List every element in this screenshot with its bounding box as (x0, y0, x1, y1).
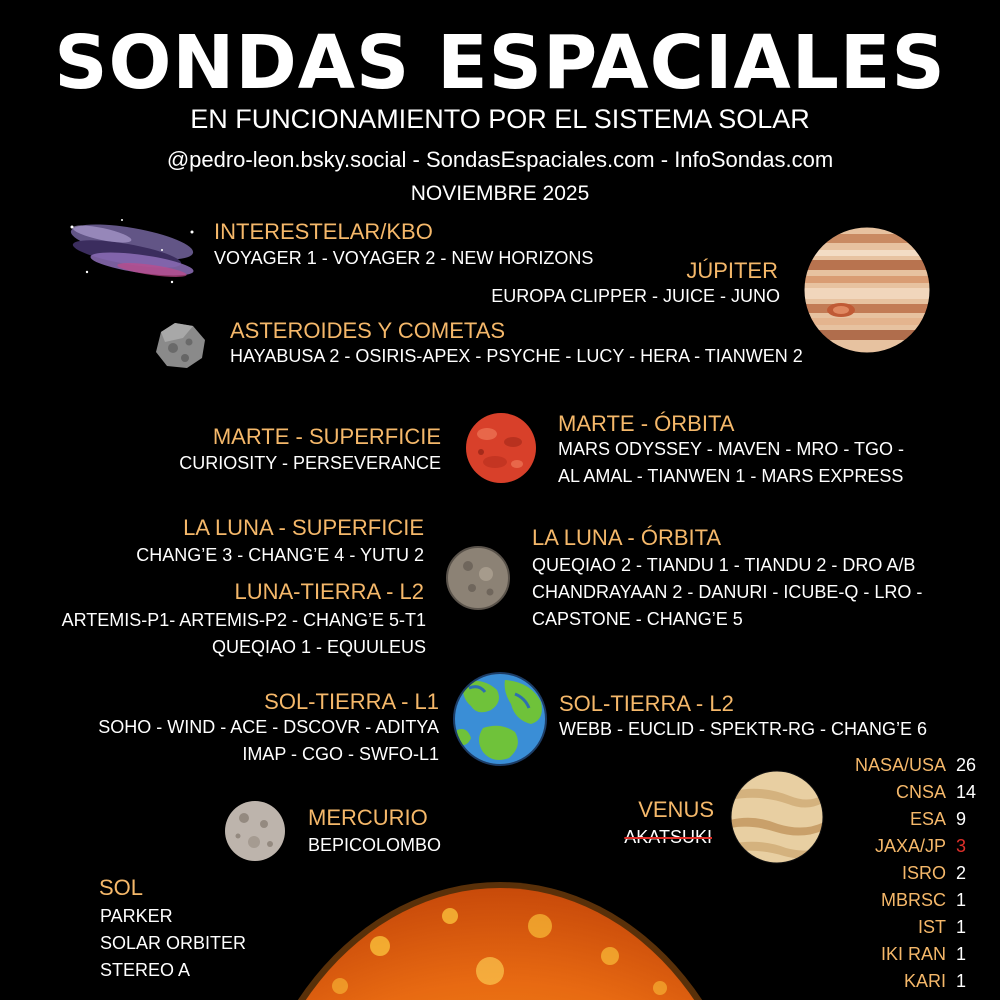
agency-count: 26 (956, 755, 977, 775)
credits-line: @pedro-leon.bsky.social - SondasEspaciales.com - InfoSondas.com (166, 147, 834, 172)
section-title-marte-orbita: MARTE - ÓRBITA (558, 411, 735, 436)
agency-name: MBRSC (880, 890, 946, 910)
section-title-luna-tierra-l2: LUNA-TIERRA - L2 (234, 579, 424, 604)
agency-name: IST (917, 917, 946, 937)
probes-sol-tierra-l1-1: SOHO - WIND - ACE - DSCOVR - ADITYA (98, 717, 439, 737)
probes-marte-superficie: CURIOSITY - PERSEVERANCE (179, 453, 441, 473)
probes-marte-orbita-2: AL AMAL - TIANWEN 1 - MARS EXPRESS (558, 466, 904, 486)
date-label: NOVIEMBRE 2025 (410, 182, 590, 205)
probes-luna-superficie: CHANG’E 3 - CHANG’E 4 - YUTU 2 (136, 545, 424, 565)
section-title-interestelar: INTERESTELAR/KBO (214, 219, 433, 244)
probes-luna-orbita-3: CAPSTONE - CHANG’E 5 (532, 609, 743, 629)
moon-icon (446, 546, 510, 610)
probes-luna-tierra-l2-1: ARTEMIS-P1- ARTEMIS-P2 - CHANG’E 5-T1 (61, 610, 426, 630)
probes-sol-tierra-l1-2: IMAP - CGO - SWFO-L1 (242, 744, 439, 764)
section-title-sol-tierra-l1: SOL-TIERRA - L1 (264, 689, 439, 714)
section-title-marte-superficie: MARTE - SUPERFICIE (212, 424, 441, 449)
section-title-sol: SOL (99, 875, 144, 900)
agency-count: 3 (956, 836, 967, 856)
agency-name: CNSA (895, 782, 946, 802)
page-subtitle: EN FUNCIONAMIENTO POR EL SISTEMA SOLAR (190, 104, 810, 134)
agency-name: ISRO (901, 863, 946, 883)
probes-sol-2: SOLAR ORBITER (100, 933, 247, 953)
probes-mercurio: BEPICOLOMBO (308, 835, 442, 855)
probes-asteroides: HAYABUSA 2 - OSIRIS-APEX - PSYCHE - LUCY - HERA - TIANWEN 2 (230, 346, 803, 366)
agency-name: ESA (909, 809, 946, 829)
sun-icon (230, 876, 770, 1000)
section-title-mercurio: MERCURIO (308, 805, 428, 830)
agency-names (806, 752, 946, 995)
agency-name: IKI RAN (880, 944, 946, 964)
earth-icon (453, 672, 547, 766)
section-title-sol-tierra-l2: SOL-TIERRA - L2 (559, 691, 734, 716)
probes-venus: AKATSUKI (624, 827, 712, 847)
agency-count: 1 (956, 944, 967, 964)
probes-luna-orbita-1: QUEQIAO 2 - TIANDU 1 - TIANDU 2 - DRO A/B (532, 555, 916, 575)
agency-count: 2 (956, 863, 967, 883)
agency-count: 1 (956, 890, 967, 910)
section-title-luna-orbita: LA LUNA - ÓRBITA (532, 525, 722, 550)
section-title-luna-superficie: LA LUNA - SUPERFICIE (183, 515, 424, 540)
mars-icon (465, 412, 537, 484)
probes-luna-orbita-2: CHANDRAYAAN 2 - DANURI - ICUBE-Q - LRO - (532, 582, 923, 602)
section-title-jupiter: JÚPITER (686, 258, 778, 283)
nebula-icon (62, 212, 202, 287)
section-title-asteroides: ASTEROIDES Y COMETAS (230, 318, 506, 343)
agency-counts (956, 752, 996, 995)
probes-marte-orbita-1: MARS ODYSSEY - MAVEN - MRO - TGO - (558, 439, 905, 459)
mercury-icon (224, 800, 286, 862)
agency-count: 9 (956, 809, 967, 829)
page-title: SONDAS ESPACIALES (54, 20, 946, 106)
agency-name: NASA/USA (854, 755, 946, 775)
probes-interestelar: VOYAGER 1 - VOYAGER 2 - NEW HORIZONS (214, 248, 594, 268)
agency-name: JAXA/JP (874, 836, 946, 856)
agency-name: KARI (903, 971, 946, 991)
probes-sol-3: STEREO A (100, 960, 191, 980)
probes-jupiter: EUROPA CLIPPER - JUICE - JUNO (491, 286, 780, 306)
section-title-venus: VENUS (638, 797, 714, 822)
probes-sol-tierra-l2: WEBB - EUCLID - SPEKTR-RG - CHANG’E 6 (559, 719, 928, 739)
probes-luna-tierra-l2-2: QUEQIAO 1 - EQUULEUS (211, 637, 426, 657)
agency-count: 14 (956, 782, 977, 802)
probes-sol-1: PARKER (100, 906, 173, 926)
asteroid-icon (153, 320, 207, 370)
agency-count: 1 (956, 971, 967, 991)
jupiter-icon (803, 226, 931, 354)
agency-count: 1 (956, 917, 967, 937)
